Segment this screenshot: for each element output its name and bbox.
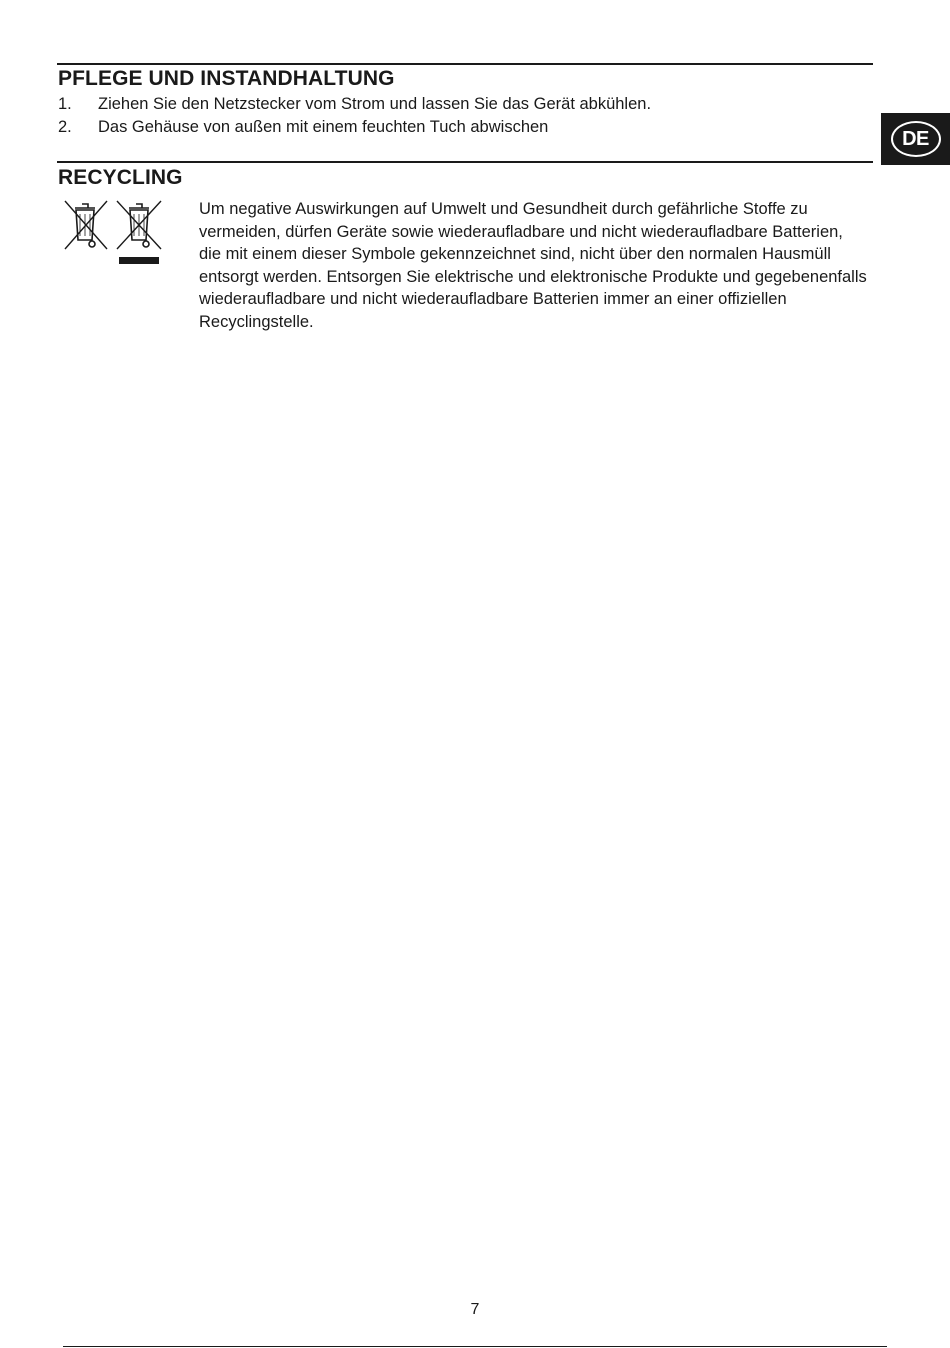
- care-section-title: PFLEGE UND INSTANDHALTUNG: [58, 67, 395, 90]
- recycling-paragraph: Um negative Auswirkungen auf Umwelt und Gesundheit durch gefährliche Stoffe zu vermeiden, dürfen Geräte sowie wiederaufladbare und nicht wiederaufladbare Batterien, die mit einem dieser Symbole gekennzeichnet sind, nicht über den normalen Hausmüll entsorgt werden. Entsorgen Sie elektrische und elektronische Produkte und gegebenenfalls wiederaufladbare und nicht wiederaufladbare Batterien immer an einer offiziellen Recyclingstelle.: [199, 200, 867, 331]
- list-item: [58, 93, 651, 116]
- language-tab: [881, 113, 950, 165]
- list-item: [58, 116, 651, 139]
- step-text: Ziehen Sie den Netzstecker vom Strom und lassen Sie das Gerät abkühlen.: [98, 95, 652, 113]
- step-number: 2.: [58, 118, 72, 136]
- weee-symbols: [62, 198, 166, 266]
- page-number: 7: [470, 1301, 480, 1318]
- care-steps-list: [58, 93, 651, 139]
- step-number: 1.: [58, 95, 72, 113]
- language-badge: DE: [891, 121, 941, 157]
- section-divider: [57, 161, 873, 163]
- recycling-section-title: RECYCLING: [58, 166, 183, 189]
- crossed-out-wheelie-bin-icon: [65, 201, 107, 249]
- top-divider: [57, 63, 873, 65]
- bottom-divider: [63, 1346, 887, 1347]
- crossed-out-wheelie-bin-with-bar-icon: [117, 201, 161, 264]
- step-text: Das Gehäuse von außen mit einem feuchten Tuch abwischen: [98, 118, 549, 136]
